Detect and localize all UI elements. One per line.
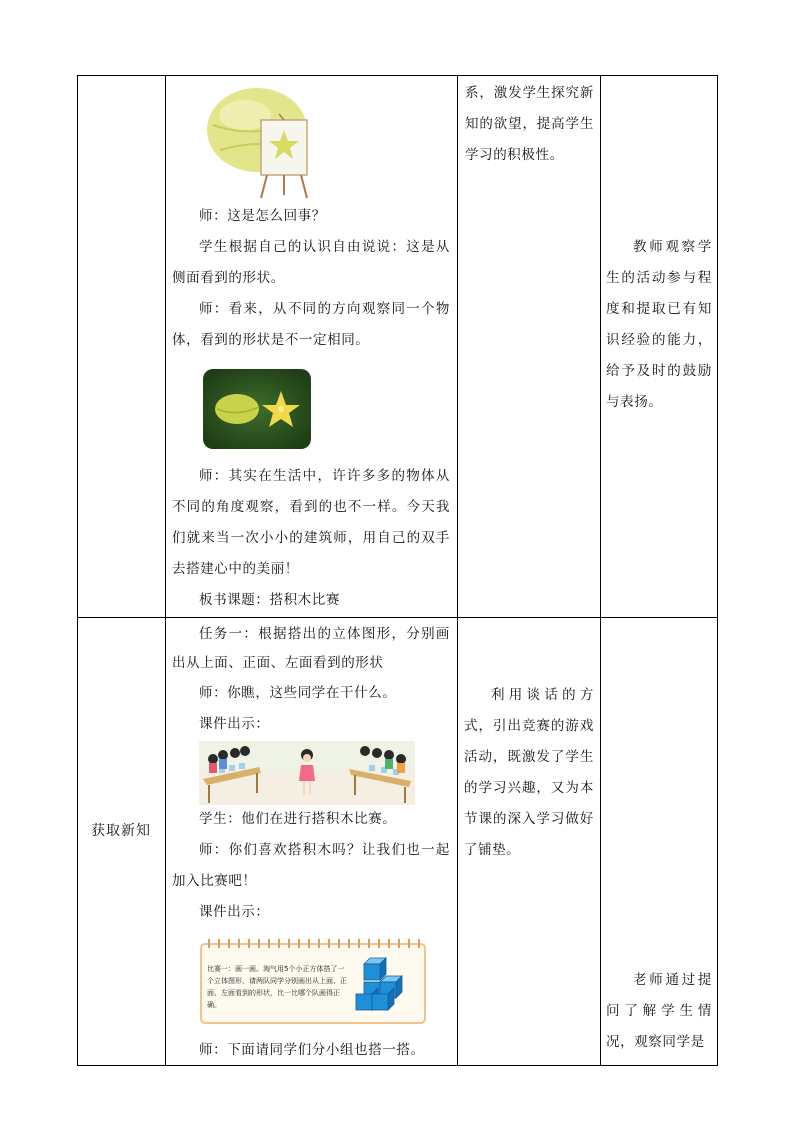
table-left-border <box>77 75 78 1066</box>
table-right-border <box>717 75 718 1066</box>
teacher-intro: 师：其实在生活中，许许多多的物体从不同的角度观察，看到的也不一样。今天我们就来当一次小小的建筑师，用自己的双手去搭建心中的美丽！ <box>172 468 450 577</box>
task-one: 任务一：根据搭出的立体图形，分别画出从上面、正面、左面看到的形状 <box>172 626 450 671</box>
board-title: 板书课题：搭积木比赛 <box>199 592 340 608</box>
design-intent: 系，激发学生探究新知的欲望，提高学生学习的积极性。 <box>465 85 594 163</box>
row-divider <box>77 617 718 618</box>
row2-middle-text-a <box>172 620 450 740</box>
teacher-instruction: 师：下面请同学们分小组也搭一搭。 <box>199 1042 425 1058</box>
row2-middle-text-c <box>172 1035 450 1066</box>
evaluation-note: 教师观察学生的活动参与程度和提取已有知识经验的能力，给予及时的鼓励与表扬。 <box>606 239 712 410</box>
section-label: 获取新知 <box>91 823 151 839</box>
row1-eval-text <box>606 232 712 418</box>
student-reply: 学生：他们在进行搭积木比赛。 <box>199 811 397 827</box>
row2-intent-text <box>464 680 594 866</box>
row1-middle-text-a <box>172 201 450 356</box>
teacher-question: 师：这是怎么回事？ <box>199 208 326 224</box>
teacher-prompt: 师：你瞧，这些同学在干什么。 <box>199 685 397 701</box>
starfruit-slice-image <box>203 369 311 449</box>
row2-eval-text <box>606 965 712 1058</box>
teacher-remark: 师：看来，从不同的方向观察同一个物体，看到的形状是不一定相同。 <box>172 301 450 348</box>
starfruit-easel-image <box>205 80 325 200</box>
student-answer: 学生根据自己的认识自由说说：这是从侧面看到的形状。 <box>172 239 450 286</box>
row2-middle-text-b <box>172 804 450 928</box>
column-divider-3 <box>600 75 601 1066</box>
column-divider-1 <box>165 75 166 1066</box>
teacher-invite: 师：你们喜欢搭积木吗？让我们也一起加入比赛吧！ <box>172 842 450 889</box>
task-card-text: 比赛一：画一画。淘气用5个小正方体搭了一个立体图形，请两队同学分别画出从上面、正面、左面看到的形状，比一比哪个队画得正确。 <box>207 965 347 1009</box>
row1-middle-text-b <box>172 461 450 616</box>
evaluation-note-2: 老师通过提问了解学生情况，观察同学是 <box>606 972 712 1050</box>
design-intent-2: 利用谈话的方式，引出竞赛的游戏活动，既激发了学生的学习兴趣，又为本节课的深入学习做好了铺垫。 <box>464 687 594 858</box>
table-top-border <box>77 75 718 76</box>
classroom-competition-image <box>199 741 415 805</box>
column-divider-2 <box>457 75 458 1066</box>
row1-intent-text <box>465 78 594 171</box>
courseware-label-1: 课件出示： <box>199 716 270 732</box>
courseware-label-2: 课件出示： <box>199 904 270 920</box>
